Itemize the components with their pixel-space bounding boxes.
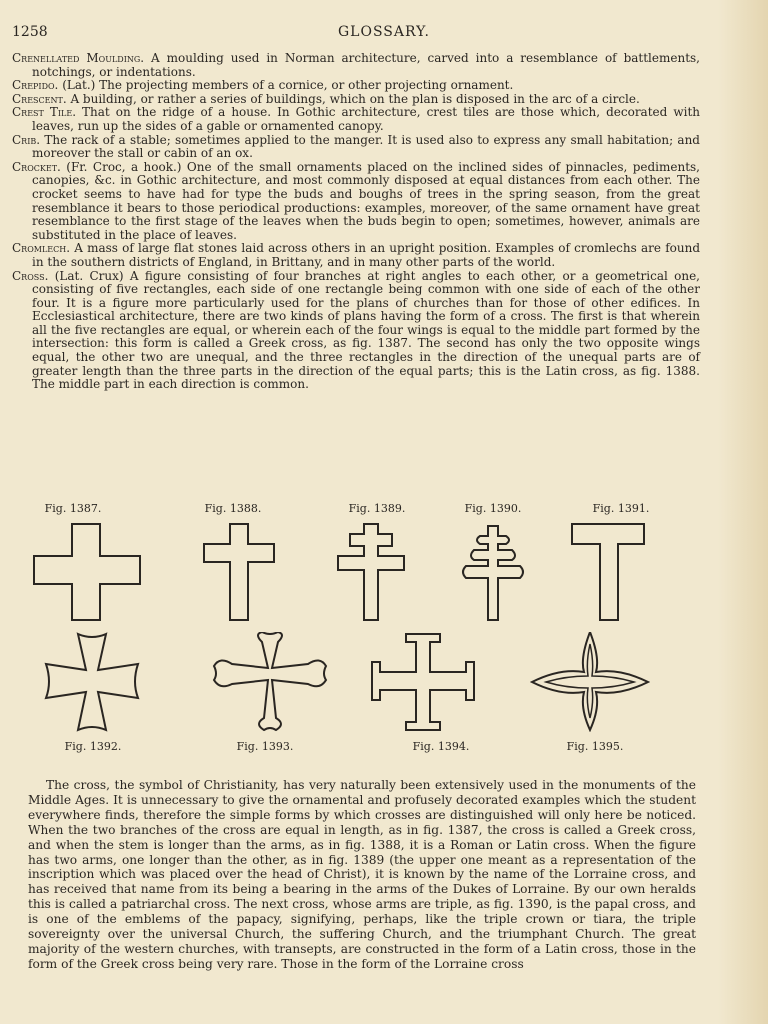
figure-caption: Fig. 1392.: [64, 740, 122, 753]
page-gutter-shadow: [718, 0, 768, 1024]
glossary-entry: [12, 79, 700, 93]
figure-caption: Fig. 1395.: [566, 740, 624, 753]
entry-term: Crest Tile.: [12, 105, 77, 120]
cross-potent-figure: [370, 632, 480, 732]
entry-term: Crepido.: [12, 78, 59, 93]
figure-caption: Fig. 1393.: [236, 740, 294, 753]
cross-figures: [12, 492, 700, 762]
entry-term: Crenellated Moulding.: [12, 51, 145, 65]
glossary-entry: [12, 161, 700, 243]
entry-text: The rack of a stable; sometimes applied to the manger. It is used also to express any small habitation; and moreover the stall or cabin of an ox.: [32, 132, 700, 161]
entry-text: A building, or rather a series of buildings, which on the plan is disposed in the arc of a circle.: [66, 91, 640, 106]
entry-text: A moulding used in Norman architecture, carved into a resemblance of battlements, notchings, or indentations.: [32, 51, 700, 79]
latin-cross-figure: [190, 522, 290, 622]
cross-fleury-figure: [530, 632, 650, 732]
figure-caption: Fig. 1389.: [348, 502, 406, 515]
figure-caption: Fig. 1391.: [592, 502, 650, 515]
figure-caption: Fig. 1387.: [44, 502, 102, 515]
lorraine-cross-figure: [322, 522, 422, 622]
page-title: GLOSSARY.: [337, 24, 430, 40]
glossary-entry: [12, 106, 700, 133]
glossary-entry: [12, 52, 700, 79]
figure-caption: Fig. 1394.: [412, 740, 470, 753]
entry-text: (Fr. Croc, a hook.) One of the small ornaments placed on the inclined sides of pinnacles, pediments, canopies, &c. in Gothic architecture, and most commonly disposed at equal distances from each other. The crocket seems to have had for type the buds and boughs of trees in the spring season, from the great resemblance it bears to those periodical productions: examples, moreover, of the same ornament have great resemblance to the first stage of the leaves when the buds begin to open; sometimes, however, animals are substituted in the place of leaves.: [32, 159, 700, 242]
entry-term: Crescent.: [12, 91, 67, 106]
glossary-entry: [12, 134, 700, 161]
entry-text: (Lat. Crux) A figure consisting of four branches at right angles to each other, or a geometrical one, consisting of five rectangles, each side of one rectangle being common with one side of each of the other four. It is a figure more particularly used for the plans of churches than for those of other edifices. In Ecclesiastical architecture, there are two kinds of plans having the form of a cross. The first is that wherein all the five rectangles are equal, or wherein each of the four wings is equal to the middle part formed by the intersection: this form is called a Greek cross, as fig. 1387. The second has only the two opposite wings equal, the other two are unequal, and the three rectangles in the direction of the unequal parts are of greater length than the three parts in the direction of the equal parts; this is the Latin cross, as fig. 1388. The middle part in each direction is common.: [32, 268, 700, 392]
entry-text: (Lat.) The projecting members of a cornice, or other projecting ornament.: [58, 78, 514, 93]
page-number: 1258: [12, 24, 48, 40]
running-header: [12, 24, 756, 44]
cross-pattee-figure: [42, 632, 142, 732]
entry-text: A mass of large flat stones laid across others in an upright position. Examples of cromlechs are found in the southern districts of England, in Brittany, and in many other parts of the world.: [32, 241, 700, 269]
entry-term: Crocket.: [12, 159, 61, 174]
cross-discussion: [28, 778, 696, 972]
greek-cross-figure: [32, 522, 142, 622]
glossary-entry: [12, 93, 700, 107]
body-paragraph: The cross, the symbol of Christianity, has very naturally been extensively used in the monuments of the Middle Ages. It is unnecessary to give the ornamental and profusely decorated examples which the student everywhere finds, therefore the simple forms by which crosses are distinguished will only here be noticed. When the two branches of the cross are equal in length, as in fig. 1387, the cross is called a Greek cross, and when the stem is longer than the arms, as in fig. 1388, it is a Roman or Latin cross. When the figure has two arms, one longer than the other, as in fig. 1389 (the upper one meant as a representation of the inscription which was placed over the head of Christ), it is known by the name of the Lorraine cross, and has received that name from its being a bearing in the arms of the Dukes of Lorraine. By our own heralds this is called a patriarchal cross. The next cross, whose arms are triple, as fig. 1390, is the papal cross, and is one of the emblems of the papacy, signifying, perhaps, like the triple crown or tiara, the triple sovereignty over the universal Church, the suffering Church, and the triumphant Church. The great majority of the western churches, with transepts, are constructed in the form of a Latin cross, those in the form of the Greek cross being very rare. Those in the form of the Lorraine cross: [28, 778, 696, 971]
glossary-entries: [12, 52, 700, 392]
figure-caption: Fig. 1388.: [204, 502, 262, 515]
glossary-entry: [12, 270, 700, 392]
papal-cross-figure: [444, 522, 544, 622]
figure-caption: Fig. 1390.: [464, 502, 522, 515]
entry-text: That on the ridge of a house. In Gothic architecture, crest tiles are those which, decorated with leaves, run up the sides of a gable or ornamented canopy.: [32, 105, 700, 133]
tau-cross-figure: [562, 522, 662, 622]
entry-term: Cross.: [12, 268, 49, 283]
entry-term: Cromlech.: [12, 241, 71, 256]
glossary-entry: [12, 242, 700, 269]
cross-botonnee-figure: [210, 632, 330, 732]
entry-term: Crib.: [12, 132, 41, 147]
